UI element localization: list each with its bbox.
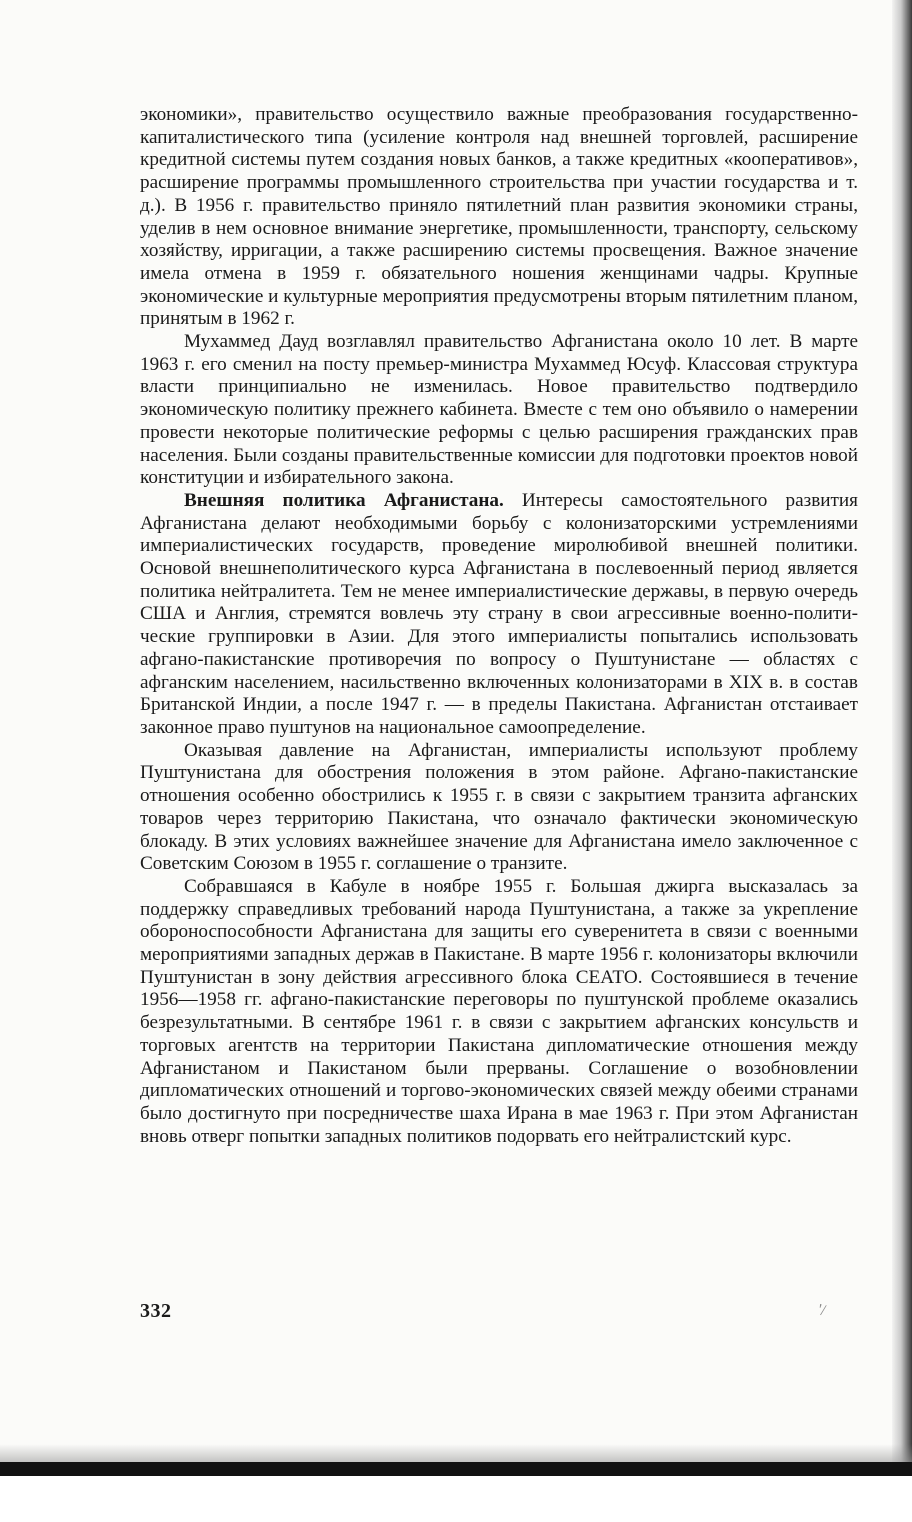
section-heading: Внешняя политика Афганистана. — [184, 489, 504, 511]
scan-margin — [0, 1476, 912, 1522]
paragraph-foreign-policy — [140, 490, 858, 740]
page-number: 332 — [140, 1300, 172, 1322]
section-heading-body: Интересы самостоятельного развития Афганистана делают необходимыми борьбу с колонизаторскими устремлениями империалистических государств, проведение миролюбивой внешней политики. Основой внешнеполитического курса Афганистана в послевоенный период является политика нейтралитета. Тем не менее империалистические державы, в первую очередь США и Англия, стремятся вовлечь эту страну в свои агрессивные военно-политические группировки в Азии. Для этого империалисты попытались использовать афгано-пакистанские противоречия по вопросу о Пуштунистане — областях с афганским населением, насильственно включенных колонизаторами в XIX в. в состав Британской Индии, а после 1947 г. — в пределы Пакистана. Афганистан отстаивает законное право пуштунов на национальное самоопределение. — [140, 489, 858, 738]
page-edge-shadow — [892, 0, 912, 1470]
margin-pencil-mark: '/ — [816, 1301, 828, 1320]
body-text — [140, 104, 858, 1148]
scan-bottom-band — [0, 1462, 912, 1476]
page-bottom-shade — [0, 1444, 912, 1462]
paragraph-daud: Мухаммед Дауд возглавлял правительство Афганистана около 10 лет. В марте 1963 г. его сменил на посту премьер-министра Мухаммед Юсуф. Классовая структура власти принципиально не изменилась. Новое правительство подтвердило экономическую политику прежнего кабинета. Вместе с тем оно объявило о намерении провести некоторые политические реформы с целью расширения гражданских прав населения. Были созданы правительственные комиссии для подготовки проектов новой конституции и избирательного закона. — [140, 331, 858, 489]
paragraph-continuation: экономики», правительство осуществило важные преобразования государственно-капиталистического типа (усиление контроля над внешней торговлей, расширение кредитной системы путем создания новых банков, а также кредитных «кооперативов», расширение программы промышленного строительства при участии государства и т. д.). В 1956 г. правительство приняло пятилетний план развития экономики страны, уделив в нем основное внимание энергетике, промышленности, транспорту, сельскому хозяйству, ирригации, а также расширению системы просвещения. Важное значение имела отмена в 1959 г. обязательного ношения женщинами чадры. Крупные экономические и культурные мероприятия предусмотрены вторым пятилетним планом, принятым в 1962 г. — [140, 104, 858, 330]
paragraph-pressure: Оказывая давление на Афганистан, империалисты используют проблему Пуштунистана для обострения положения в этом районе. Афгано-пакистанские отношения особенно обострились к 1955 г. в связи с закрытием транзита афганских товаров через территорию Пакистана, что означало фактически экономическую блокаду. В этих условиях важнейшее значение для Афганистана имело заключенное с Советским Союзом в 1955 г. соглашение о транзите. — [140, 739, 858, 875]
paragraph-jirga: Собравшаяся в Кабуле в ноябре 1955 г. Большая джирга высказалась за поддержку справедливых требований народа Пуштунистана, а также за укрепление обороноспособности Афганистана для защиты его суверенитета в связи с военными мероприятиями западных держав в Пакистане. В марте 1956 г. колонизаторы включили Пуштунистан в зону действия агрессивного блока СЕАТО. Состоявшиеся в течение 1956—1958 гг. афгано-пакистанские переговоры по пуштунской проблеме оказались безрезультатными. В сентябре 1961 г. в связи с закрытием афганских консульств и торговых агентств на территории Пакистана дипломатические отношения между Афганистаном и Пакистаном были прерваны. Соглашение о возобновлении дипломатических отношений и торгово-экономических связей между обеими странами было достигнуто при посредничестве шаха Ирана в мае 1963 г. При этом Афганистан вновь отверг попытки западных политиков подорвать его нейтралистский курс. — [140, 875, 858, 1147]
